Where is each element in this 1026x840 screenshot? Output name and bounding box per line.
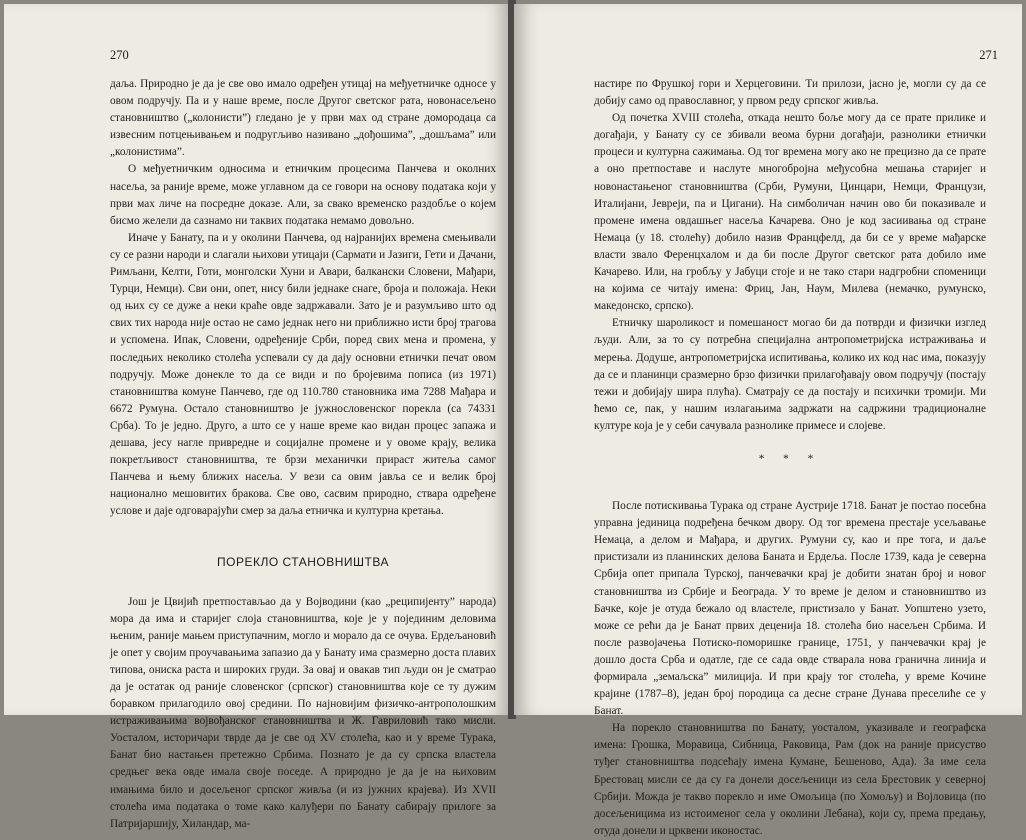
right-page xyxy=(514,4,1022,837)
paragraph: даља. Природно је да је све ово имало одређен утицај на међуетничке односе у овом подручју. Па и у наше време, после Другог светског рата, новонасељено становништво („колонисти”) гледано је у први мах од стране домородаца са извесним потцењивањем и подругљиво називано „дођошима”, „дошљама” или „колонистима”. xyxy=(110,78,496,159)
page-number-left: 270 xyxy=(110,48,129,62)
left-page xyxy=(4,4,510,830)
paragraph: Још је Цвијић претпостављао да у Војводини (као „реципијенту” народа) мора да има и старијег слоја становништва, које је у појединим деловима њеним, раније мањем приступачним, могло и морало да се очува. Ердељановић је опет у својим проучавањима запазио да у Банату има сразмерно доста плавих типова, ониска раста и широких груди. За овај и овакав тип људи он је сматрао да је остатак од раније словенског (српског) становништва које се ту дужим боравком прилагодило овој средини. По најновијим физичко-антрополошким истраживањима војвођанског становништва и Ж. Гавриловић тако мисли. Уосталом, историчари тврде да је све од XV столећа, као и у време Турака, Банат био настањен претежно Србима. Познато је да су српска властела средњег века овде имала своје поседе. А природно је да је на њиховим имањима било и досељеног српског живља (и из јужних крајева). Из XVII столећа има података о томе како калуђери по Банату сабирају прилоге за Патријаршију, Хиландар, ма- xyxy=(110,595,496,830)
section-separator: * * * xyxy=(758,452,822,465)
page-number-right: 271 xyxy=(979,48,998,62)
paragraph: Иначе у Банату, па и у околини Панчева, од најранијих времена смењивали су се разни народи и слагали њихови утицаји (Сармати и Јазиги, Гети и Дачани, Римљани, Келти, Готи, монголски Хуни и Авари, балкански Словени, Мађари, Турци, Немци). Сви они, опет, нису били једнаке снаге, броја и положаја. Неки од њих су се дуже а неки краће овде задржавали. Зато је и разумљиво што од свих тих народа није остао не само једнак него ни приближно исти број трагова и успомена. Ипак, Словени, одређеније Срби, поред свих мена и промена, у последњих неколико столећа успевали су да дају основни етнички печат овом подручју. Може донекле то да се види и по бројевима пописа (из 1971) становништва комуне Панчево, где од 110.780 становника има 7288 Мађара и 6672 Румуна. Остало становништво је јужнословенског порекла (са 74331 Срба). То је једно. Друго, а што се у наше време као видан процес запажа и дешава, јесу нагле привредне и социјалне промене и у овоме крају, велика покретљивост становништва, те брзи механички прираст житеља самог Панчева и њему ближих насеља. У вези са овим јавља се и велик број национално мешовитих бракова. Све ово, сасвим природно, ствара одређене услове и даје одговарајући смер за даља етничка и културна кретања. xyxy=(110,231,496,518)
paragraph: Етничку шароликост и помешаност могао би да потврди и физички изглед људи. Али, за то су потребна специјална антропометријска истраживања и мерења. Додуше, антропометријска испитивања, колико их код нас има, показују да се и планинци сразмерно брзо физички прилагођавају овом подручју (постају тежи и добијају шира плућа). Сматрају се да постају и психички тромији. Ми ћемо се, пак, у нашим излагањима задржати на садржини традиционалне културе која је у себи сачувала разнолике примесе и слојеве. xyxy=(594,317,986,432)
paragraph: Од почетка XVIII столећа, откада нешто боље могу да се прате прилике и догађаји, у Банату су се збивали веома бурни догађаји, разнолики етнички процеси и културна сажимања. Од тог времена могу ако не прецизно да се прате а оно претпоставе и наслуте многобројна међусобна мешања старијег и новонастањеног становништва (Срби, Румуни, Цинцари, Немци, Французи, Италијани, Јевреји, па и Цигани). На симболичан начин ово би показивале и промене имена овдашњег насеља Качарева. Оно је код засиивања од стране Немаца (у 18. столећу) добило назив Францфелд, да би се у време мађарске власти звало Ференцхалом и да би после Другог светског рата добило име Качарево. Или, на гробљу у Јабуци стоје и не тако стари надгробни споменици на којима се читају имена: Фриц, Јан, Наум, Милева (немачко, румунско, македонско, српско). xyxy=(594,112,986,313)
right-text-block xyxy=(594,76,986,840)
paragraph: На порекло становништва по Банату, уосталом, указивале и географска имена: Грошка, Моравица, Сибница, Раковица, Рам (док на раније присуство туђег становништва подсећају имена Кумане, Бешеново, Ада). За име села Брестовац мисли се да су га донели досељеници из села Брестовик у северној Србији. Можда је такво порекло и име Омољица (по Хомољу) и Војловица (по досељеницима из истоименог села у околини Лебана), који су, према предању, отуда донели и црквени иконостас. xyxy=(594,722,986,837)
paragraph: После потискивања Турака од стране Аустрије 1718. Банат је постао посебна управна јединица подређена бечком двору. Од тог времена престаје усељавање Немаца, а делом и Мађара, и других. Румуни су, као и пре тога, и даље пристизали из планинских делова Баната и Ердеља. После 1739, када је северна Србија опет припала Турској, панчевачки крај је добити знатан број и новог становништва из Србије и Београда. У то време је делом и становништво из Бачке, које је отуда бежало од властеле, пристизало у Банат. Уопштено узето, може се рећи да је Банат првих деценија 18. столећа био насељен Србима. И после развојачења Потиско-поморишке границе, 1751, у панчевачки крај је дошло доста Срба и одатле, где се сада овде стварала нова гранична линија и формирала „земаљска” милиција. И при крају тог столећа, у време Кочине крајине (1787–8), један број породица са десне стране Дунава преселиће се у Банат. xyxy=(594,500,986,718)
paragraph: О међуетничким односима и етничким процесима Панчева и околних насеља, за раније време, може углавном да се говори на основу података који у први мах личе на посредне доказе. Али, за свако временско раздобље о којем бисмо желели да сазнамо ни таквих података немамо довољно. xyxy=(110,163,496,227)
section-heading: ПОРЕКЛО СТАНОВНИШТВА xyxy=(217,555,389,570)
left-text-block xyxy=(110,76,496,833)
paragraph: настире по Фрушкој гори и Херцеговини. Ти прилози, јасно је, могли су да се добију само од православног, у првом реду српског живља. xyxy=(594,78,986,108)
